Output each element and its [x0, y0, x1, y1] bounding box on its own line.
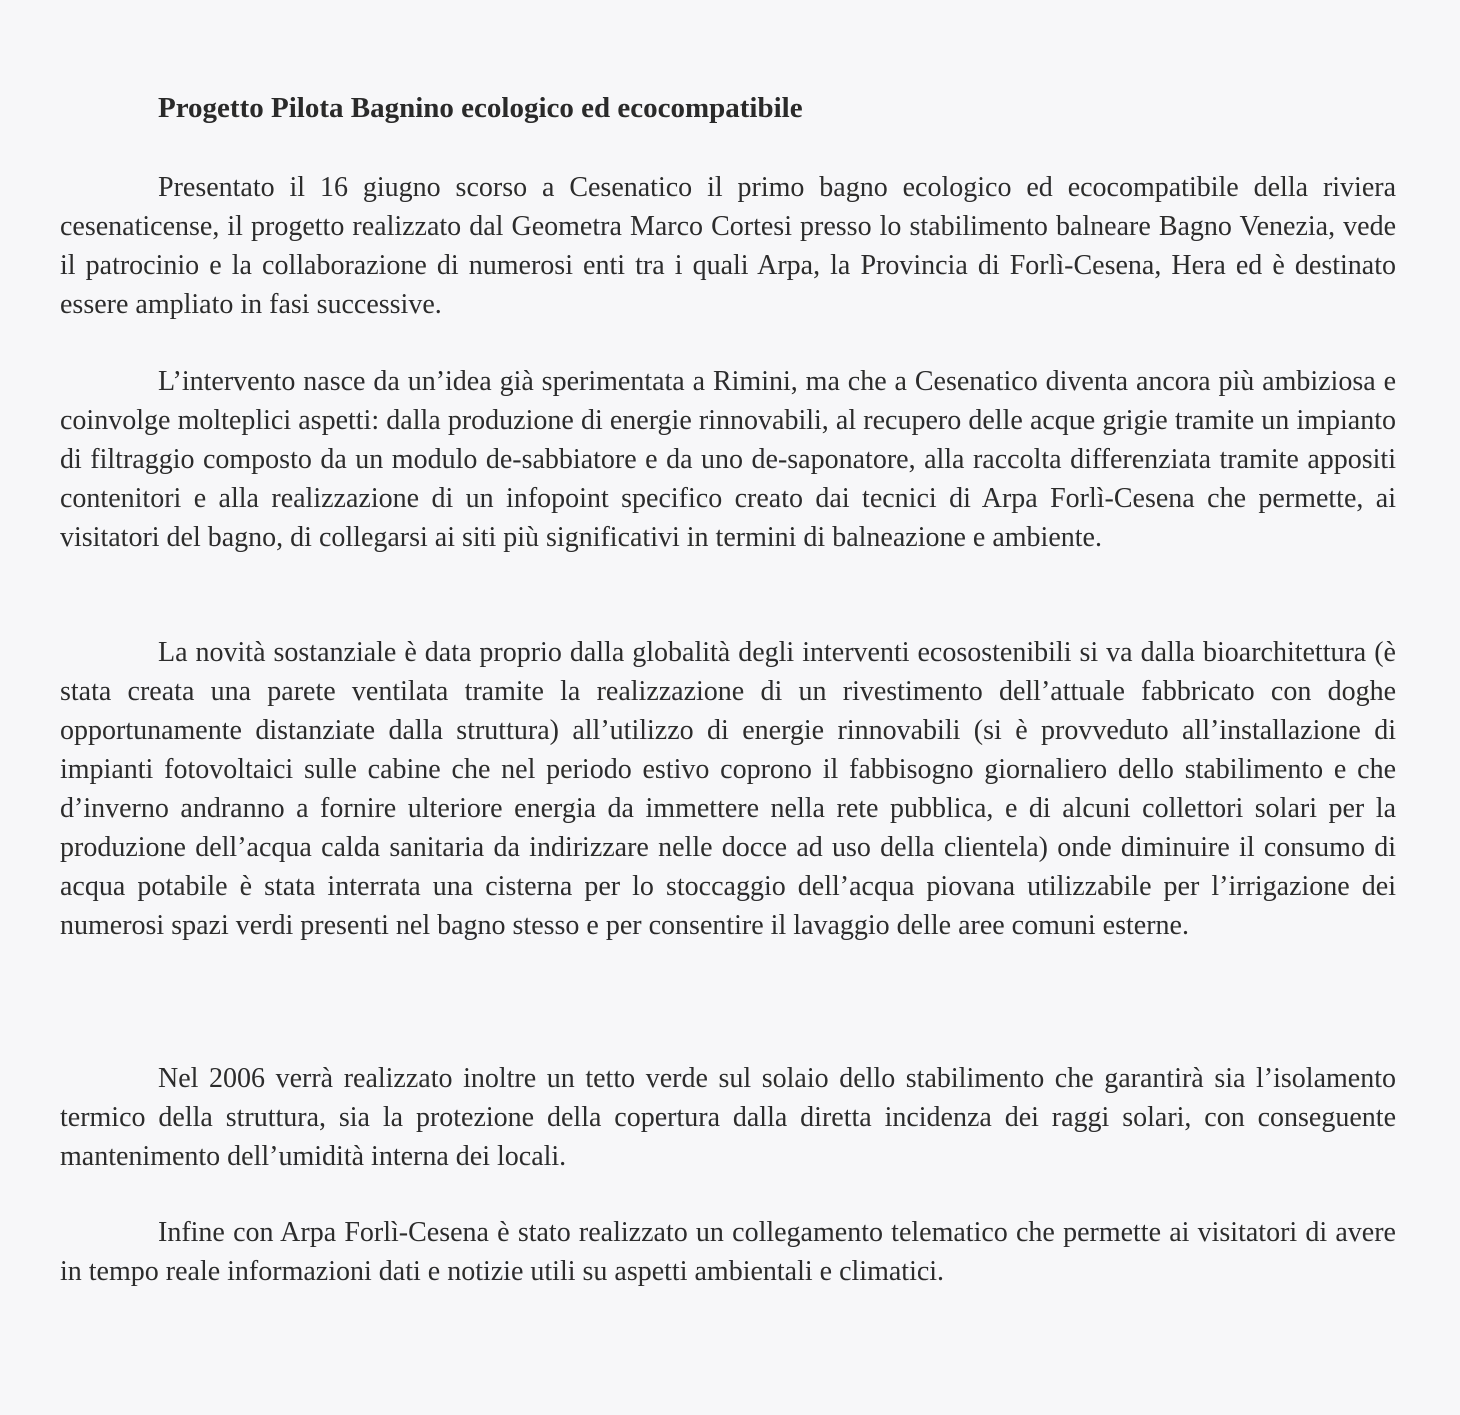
- paragraph-telematic-link: Infine con Arpa Forlì-Cesena è stato realizzato un collegamento telematico che permette ai visitatori di avere in tempo reale informazioni dati e notizie utili su aspetti ambientali e climatici.: [60, 1217, 1396, 1287]
- paragraph-novelty: La novità sostanziale è data proprio dalla globalità degli interventi ecosostenibili si va dalla bioarchitettura (è stata creata una parete ventilata tramite la realizzazione di un rivestimento dell’attuale fabbricato con doghe opportunamente distanziate dalla struttura) all’utilizzo di energie rinnovabili (si è provveduto all’installazione di impianti fotovoltaici sulle cabine che nel periodo estivo coprono il fabbisogno giornaliero dello stabilimento e che d’inverno andranno a fornire ulteriore energia da immettere nella rete pubblica, e di alcuni collettori solari per la produzione dell’acqua calda sanitaria da indirizzare nelle docce ad uso della clientela) onde diminuire il consumo di acqua potabile è stata interrata una cisterna per lo stoccaggio dell’acqua piovana utilizzabile per l’irrigazione dei numerosi spazi verdi presenti nel bagno stesso e per consentire il lavaggio delle aree comuni esterne.: [60, 637, 1396, 941]
- document-title: Progetto Pilota Bagnino ecologico ed ecocompatibile: [158, 92, 803, 124]
- paragraph-green-roof: Nel 2006 verrà realizzato inoltre un tetto verde sul solaio dello stabilimento che garantirà sia l’isolamento termico della struttura, sia la protezione della copertura dalla diretta incidenza dei raggi solari, con conseguente mantenimento dell’umidità interna dei locali.: [60, 1063, 1396, 1172]
- paragraph-presentation: Presentato il 16 giugno scorso a Cesenatico il primo bagno ecologico ed ecocompatibile della riviera cesenaticense, il progetto realizzato dal Geometra Marco Cortesi presso lo stabilimento balneare Bagno Venezia, vede il patrocinio e la collaborazione di numerosi enti tra i quali Arpa, la Provincia di Forlì-Cesena, Hera ed è destinato essere ampliato in fasi successive.: [60, 172, 1396, 320]
- paragraph-intervention: L’intervento nasce da un’idea già sperimentata a Rimini, ma che a Cesenatico diventa ancora più ambiziosa e coinvolge molteplici aspetti: dalla produzione di energie rinnovabili, al recupero delle acque grigie tramite un impianto di filtraggio composto da un modulo de-sabbiatore e da uno de-saponatore, alla raccolta differenziata tramite appositi contenitori e alla realizzazione di un infopoint specifico creato dai tecnici di Arpa Forlì-Cesena che permette, ai visitatori del bagno, di collegarsi ai siti più significativi in termini di balneazione e ambiente.: [60, 366, 1396, 553]
